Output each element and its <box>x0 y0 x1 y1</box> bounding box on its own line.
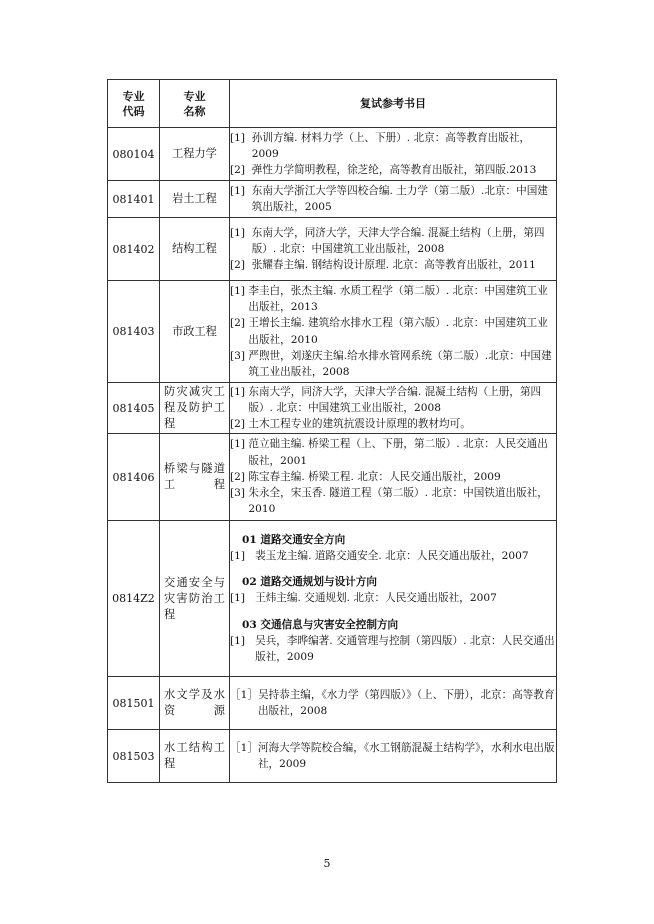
book-entry-number: [1] <box>230 549 256 562</box>
book-entry-text: 吴持恭主编，《水力学（第四版）》（上、下册），北京：高等教育出版社，2008 <box>257 688 555 717</box>
book-entry <box>230 315 556 347</box>
page-number: 5 <box>323 857 331 870</box>
book-entry <box>230 183 556 215</box>
section-title: 02 道路交通规划与设计方向 <box>242 576 377 589</box>
book-entry-number: [3] <box>230 349 249 362</box>
book-entry-number: [2] <box>230 470 249 483</box>
book-list <box>230 128 557 181</box>
book-entry-number: [2] <box>230 259 252 272</box>
book-entry-number: ［1］ <box>230 741 258 754</box>
program-code: 081403 <box>108 281 160 383</box>
book-entry-text: 东南大学浙江大学等四校合编. 土力学（第二版）.北京：中国建筑出版社，2005 <box>251 184 548 213</box>
book-list <box>230 730 557 783</box>
book-entry-text: 河海大学等院校合编，《水工钢筋混凝土结构学》，水利水电出版社，2009 <box>257 741 555 770</box>
book-entry-text: 裴玉龙主编. 道路交通安全. 北京：人民交通出版社，2007 <box>255 549 529 562</box>
program-code: 0814Z2 <box>108 521 160 677</box>
book-entry-text: 弹性力学简明教程，徐芝纶，高等教育出版社，第四版.2013 <box>251 164 537 177</box>
book-entry <box>230 416 556 432</box>
table-row <box>108 218 557 281</box>
book-entry <box>230 283 556 315</box>
book-entry-number: [2] <box>230 164 252 177</box>
program-name: 岩土工程 <box>160 181 230 218</box>
table-row <box>108 521 557 677</box>
book-entry-number: [1] <box>230 592 256 605</box>
header-code <box>108 80 160 128</box>
book-entry <box>230 348 556 380</box>
book-entry-text: 陈宝春主编. 桥梁工程. 北京：人民交通出版社，2009 <box>248 470 501 483</box>
table-row <box>108 181 557 218</box>
section-spacer <box>230 607 556 617</box>
table-row <box>108 128 557 181</box>
book-list <box>230 521 557 677</box>
table-row <box>108 730 557 783</box>
program-code: 081405 <box>108 383 160 434</box>
book-entry <box>230 384 556 416</box>
book-entry-text: 东南大学，同济大学，天津大学合编. 混凝土结构（上册，第四版）. 北京：中国建筑工业出版社，2008 <box>251 226 545 255</box>
reference-table <box>107 79 557 783</box>
book-entry-number: [2] <box>230 317 249 330</box>
book-entry-number: [1] <box>230 438 249 451</box>
program-code: 081402 <box>108 218 160 281</box>
program-code: 081406 <box>108 434 160 521</box>
program-name: 工程力学 <box>160 128 230 181</box>
book-entry-text: 吴兵，李晔编著. 交通管理与控制（第四版）. 北京：人民交通出版社，2009 <box>255 634 555 663</box>
book-entry-number: [1] <box>230 634 256 647</box>
book-list <box>230 434 557 521</box>
book-entry-text: 王增长主编. 建筑给水排水工程（第六版）. 北京：中国建筑工业出版社，2010 <box>248 317 548 346</box>
book-entry-text: 范立础主编. 桥梁工程（上、下册，第二版）. 北京：人民交通出版社，2001 <box>248 438 548 467</box>
program-code: 081401 <box>108 181 160 218</box>
section-title: 01 道路交通安全方向 <box>242 533 346 546</box>
program-code: 081503 <box>108 730 160 783</box>
book-entry-number: [3] <box>230 487 249 500</box>
book-entry-number: [1] <box>230 226 252 239</box>
header-name <box>160 80 230 128</box>
program-name: 交通安全与灾害防治工程 <box>160 521 230 677</box>
book-list <box>230 181 557 218</box>
book-list <box>230 218 557 281</box>
book-entry-number: [1] <box>230 184 252 197</box>
book-entry <box>230 485 556 517</box>
program-name: 桥梁与隧道工程 <box>160 434 230 521</box>
book-entry-number: [1] <box>230 385 249 398</box>
book-entry <box>230 130 556 162</box>
table-row <box>108 281 557 383</box>
header-books: 复试参考书目 <box>230 80 557 128</box>
program-code: 081501 <box>108 677 160 730</box>
book-entry-text: 李圭白，张杰主编. 水质工程学（第二版）. 北京：中国建筑工业出版社，2013 <box>248 284 548 314</box>
book-entry <box>230 225 556 257</box>
program-name: 防灾减灾工程及防护工程 <box>160 383 230 434</box>
program-name: 水文学及水资源 <box>160 677 230 730</box>
program-code: 080104 <box>108 128 160 181</box>
table-row <box>108 677 557 730</box>
book-entry-text: 王炜主编. 交通规划. 北京：人民交通出版社，2007 <box>255 592 497 605</box>
book-list <box>230 383 557 434</box>
book-entry <box>230 469 556 485</box>
book-entry <box>230 257 556 273</box>
header-code-line-1: 专业 <box>122 89 145 103</box>
book-entry-number: [2] <box>230 418 249 431</box>
book-entry-number: [1] <box>230 284 249 297</box>
book-entry <box>230 687 556 719</box>
header-name-line-1: 专业 <box>183 89 206 103</box>
section-title: 03 交通信息与灾害安全控制方向 <box>242 618 399 631</box>
book-entry-text: 东南大学，同济大学，天津大学合编. 混凝土结构（上册，第四版）. 北京：中国建筑工业出版社，2008 <box>248 385 542 414</box>
book-entry <box>230 548 556 564</box>
table-body <box>108 128 557 783</box>
book-entry-text: 土木工程专业的建筑抗震设计原理的教材均可。 <box>248 418 471 431</box>
book-entry-number: [1] <box>230 131 252 144</box>
book-entry <box>230 740 556 772</box>
book-list <box>230 281 557 383</box>
table-row <box>108 434 557 521</box>
book-entry-number: ［1］ <box>230 688 258 701</box>
book-entry-text: 严煦世，刘遂庆主编.给水排水管网系统（第二版）.北京：中国建筑工业出版社，2008 <box>248 349 552 378</box>
book-entry <box>230 162 556 178</box>
header-name-line-2: 名称 <box>183 104 206 118</box>
table-row <box>108 383 557 434</box>
book-entry <box>230 436 556 468</box>
header-code-line-2: 代码 <box>122 104 145 118</box>
book-list <box>230 677 557 730</box>
book-entry-text: 孙训方编. 材料力学（上、下册）. 北京：高等教育出版社，2009 <box>251 131 531 160</box>
program-name: 市政工程 <box>160 281 230 383</box>
program-name: 水工结构工程 <box>160 730 230 783</box>
book-entry-text: 朱永全，宋玉香. 隧道工程（第二版）. 北京：中国铁道出版社，2010 <box>248 487 548 516</box>
section-spacer <box>230 564 556 574</box>
book-entry <box>230 633 556 665</box>
table-header-row <box>108 80 557 128</box>
program-name: 结构工程 <box>160 218 230 281</box>
book-entry <box>230 590 556 606</box>
book-entry-text: 张耀春主编. 钢结构设计原理. 北京：高等教育出版社，2011 <box>251 259 536 272</box>
